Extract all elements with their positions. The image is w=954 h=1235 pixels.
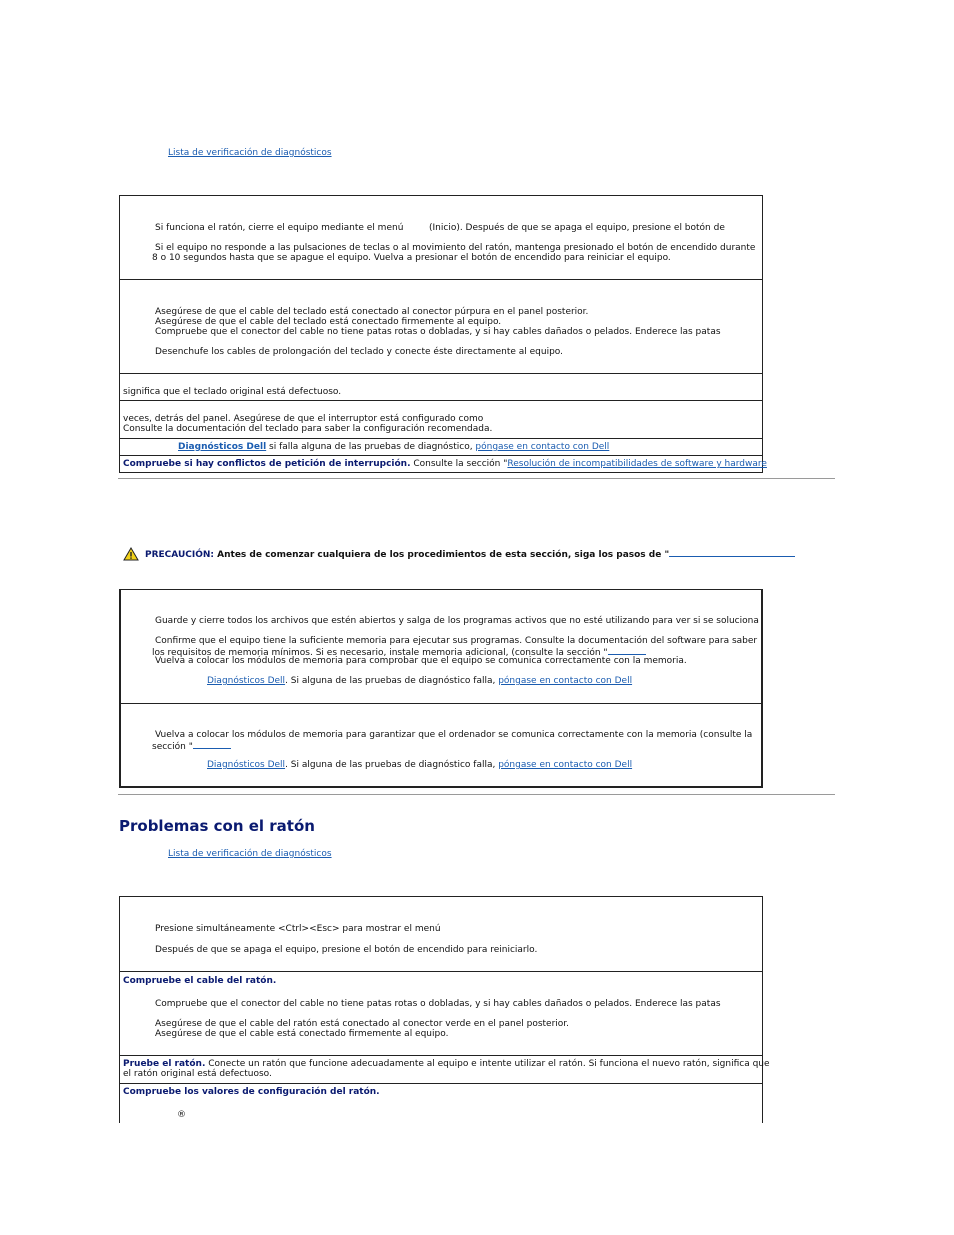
kbd-r3-text: significa que el teclado original está defectuoso.: [123, 387, 342, 397]
mouse-row-4: [119, 1083, 763, 1123]
test-mouse-title: Pruebe el ratón.: [123, 1059, 206, 1069]
kbd-r1-line2: Si el equipo no responde a las pulsaciones de teclas o al movimiento del ratón, mantenga presionado el botón de encendido durante: [155, 243, 756, 253]
mem-r1-line2: Confirme que el equipo tiene la suficiente memoria para ejecutar sus programas. Consulte la documentación del software para saber: [155, 636, 758, 646]
mouse-row-3: [119, 1055, 770, 1084]
registered-symbol: ®: [177, 1110, 186, 1120]
kbd-r2-line1: Asegúrese de que el cable del teclado está conectado al conector púrpura en el panel posterior.: [155, 307, 589, 317]
mem-row-2: [119, 703, 763, 788]
kbd-row-3: [119, 373, 763, 401]
mem-r2-mid: . Si alguna de las pruebas de diagnóstico falla,: [285, 760, 499, 770]
mouse-row-1: [119, 896, 763, 972]
diagnostics-checklist-link[interactable]: Lista de verificación de diagnósticos: [168, 148, 332, 158]
warning-icon: [123, 547, 139, 561]
kbd-r1-line3: 8 o 10 segundos hasta que se apague el equipo. Vuelva a presionar el botón de encendido para reiniciar el equipo.: [152, 253, 671, 263]
kbd-row-4: [119, 400, 763, 439]
mem-r1-line4: Vuelva a colocar los módulos de memoria para comprobar que el equipo se comunica correctamente con la memoria.: [155, 656, 687, 666]
caution-notice: [145, 548, 795, 560]
mem-r1-mid: . Si alguna de las pruebas de diagnóstico falla,: [285, 676, 499, 686]
memory-section-link[interactable]: [608, 646, 646, 655]
check-mouse-settings-title: Compruebe los valores de configuración del ratón.: [123, 1087, 380, 1097]
mouse-r1-line2: Después de que se apaga el equipo, presione el botón de encendido para reiniciarlo.: [155, 945, 538, 955]
mem-r2-section-link[interactable]: [193, 740, 231, 749]
kbd-r1-line1: Si funciona el ratón, cierre el equipo mediante el menú: [155, 223, 404, 233]
kbd-r1-line1b: (Inicio). Después de que se apaga el equipo, presione el botón de: [429, 223, 725, 233]
mem-r2-line1: Vuelva a colocar los módulos de memoria para garantizar que el ordenador se comunica correctamente con la memoria (consulte la: [155, 730, 753, 740]
mem-r1-line1: Guarde y cierre todos los archivos que estén abiertos y salga de los programas activos que no esté utilizando para ver si se soluciona: [155, 616, 759, 626]
mem-contact-dell-link[interactable]: póngase en contacto con Dell: [498, 676, 633, 686]
kbd-r5-text: si falla alguna de las pruebas de diagnóstico,: [266, 442, 476, 452]
mouse-r2-line2: Asegúrese de que el cable del ratón está conectado al conector verde en el panel posterior.: [155, 1019, 570, 1029]
software-hardware-link[interactable]: Resolución de incompatibilidades de software y hardware: [507, 459, 767, 469]
mem-row-1: [119, 589, 763, 704]
caution-link[interactable]: [669, 548, 795, 557]
check-mouse-cable-title: Compruebe el cable del ratón.: [123, 976, 277, 986]
kbd-r2-line3: Compruebe que el conector del cable no tiene patas rotas o dobladas, y si hay cables dañados o pelados. Enderece las patas: [155, 327, 721, 337]
kbd-r4-line1: veces, detrás del panel. Asegúrese de que el interruptor está configurado como: [123, 414, 484, 424]
mem-r2-diagnostics-link[interactable]: Diagnósticos Dell: [207, 760, 286, 770]
irq-conflict-title: Compruebe si hay conflictos de petición de interrupción.: [123, 459, 411, 469]
mouse-diagnostics-checklist-link[interactable]: Lista de verificación de diagnósticos: [168, 849, 332, 859]
kbd-row-2: [119, 279, 763, 374]
caution-text: Antes de comenzar cualquiera de los procedimientos de esta sección, siga los pasos de ": [214, 550, 670, 560]
mouse-r3-line1: Conecte un ratón que funcione adecuadamente al equipo e intente utilizar el ratón. Si funciona el nuevo ratón, significa que: [205, 1059, 770, 1069]
caution-label: PRECAUCIÓN:: [145, 550, 215, 560]
mem-r1-line3: los requisitos de memoria mínimos. Si es necesario, instale memoria adicional, (consulte la sección ": [152, 648, 608, 658]
divider: [118, 794, 835, 795]
mouse-row-2: [119, 971, 763, 1056]
kbd-r2-line2: Asegúrese de que el cable del teclado está conectado firmemente al equipo.: [155, 317, 502, 327]
mem-r2-contact-dell-link[interactable]: póngase en contacto con Dell: [498, 760, 633, 770]
dell-diagnostics-link[interactable]: Diagnósticos Dell: [178, 442, 267, 452]
kbd-r4-line2: Consulte la documentación del teclado para saber la configuración recomendada.: [123, 424, 493, 434]
mouse-r2-line1: Compruebe que el conector del cable no tiene patas rotas o dobladas, y si hay cables dañados o pelados. Enderece las patas: [155, 999, 721, 1009]
divider: [118, 478, 835, 479]
mem-r2-line2: sección ": [152, 742, 193, 752]
mouse-r2-line3: Asegúrese de que el cable está conectado firmemente al equipo.: [155, 1029, 449, 1039]
kbd-row-1: [119, 195, 763, 280]
kbd-r2-line4: Desenchufe los cables de prolongación del teclado y conecte éste directamente al equipo.: [155, 347, 563, 357]
mouse-problems-heading: Problemas con el ratón: [119, 817, 315, 835]
kbd-row-6: [119, 455, 767, 473]
mouse-r1-line1: Presione simultáneamente <Ctrl><Esc> para mostrar el menú: [155, 924, 441, 934]
contact-dell-link[interactable]: póngase en contacto con Dell: [475, 442, 610, 452]
kbd-r6-text: Consulte la sección ": [410, 459, 508, 469]
kbd-row-5: [119, 438, 763, 456]
mem-diagnostics-link[interactable]: Diagnósticos Dell: [207, 676, 286, 686]
mouse-r3-line2: el ratón original está defectuoso.: [123, 1069, 272, 1079]
